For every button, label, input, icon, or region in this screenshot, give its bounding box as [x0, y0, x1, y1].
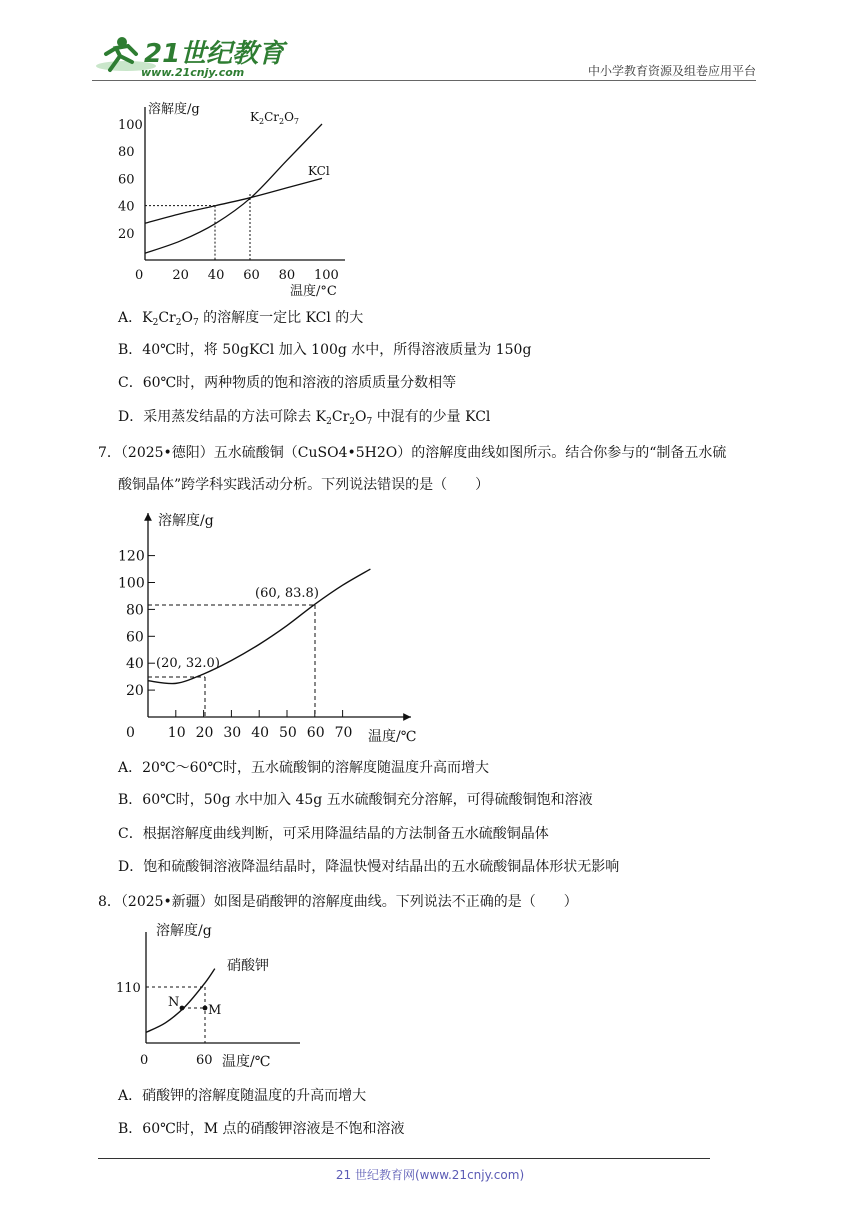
header-divider: [92, 80, 756, 81]
chart-kno3: [110, 918, 310, 1078]
chart2-xtick-0: 0: [126, 725, 135, 741]
chart1-legend-kcl: KCl: [308, 164, 330, 178]
chart1-ytick-20: 20: [118, 226, 135, 242]
chart3-series-kno3: [146, 969, 215, 1033]
chart1-series-kcl: [145, 178, 322, 223]
chart1-ylabel: 溶解度/g: [148, 102, 200, 117]
chart1-xtick-80: 80: [278, 268, 296, 283]
logo-site: www.21cnjy.com: [141, 66, 245, 79]
chart2-xtick-40: 40: [251, 725, 270, 741]
chart3-point-n: [180, 1006, 185, 1011]
chart3-ytick-110: 110: [116, 981, 141, 996]
chart1-ytick-40: 40: [118, 199, 135, 215]
q7-option-d[interactable]: D．饱和硫酸铜溶液降温结晶时，降温快慢对结晶出的五水硫酸铜晶体形状无影响: [118, 859, 620, 875]
chart3-label-n: N: [168, 995, 180, 1010]
chart1-xtick-100: 100: [314, 268, 339, 283]
chart3-series-label: 硝酸钾: [227, 958, 269, 974]
q7-option-b[interactable]: B．60℃时，50g 水中加入 45g 五水硫酸铜充分溶解，可得硫酸铜饱和溶液: [118, 792, 593, 808]
q8-stem: 8．（2025•新疆）如图是硝酸钾的溶解度曲线。下列说法不正确的是（ ）: [98, 894, 578, 910]
chart2-xtick-70: 70: [334, 725, 353, 741]
chart1-ytick-60: 60: [118, 172, 135, 188]
q6-option-b[interactable]: B．40℃时，将 50gKCl 加入 100g 水中，所得溶液质量为 150g: [118, 342, 532, 358]
chart2-xlabel: 温度/℃: [368, 729, 417, 745]
q7-stem-line2: 酸铜晶体”跨学科实践活动分析。下列说法错误的是（ ）: [118, 477, 490, 493]
chart1-xlabel: 温度/°C: [290, 284, 337, 299]
chart1-xtick-60: 60: [243, 268, 260, 283]
q6-option-c[interactable]: C．60℃时，两种物质的饱和溶液的溶质质量分数相等: [118, 375, 457, 391]
footer-divider: [98, 1158, 710, 1159]
chart2-annotation-20: (20, 32.0): [156, 656, 220, 671]
q6-option-a[interactable]: A．$K_2Cr_2O_7$ 的溶解度一定比 KCl 的大: [118, 310, 364, 328]
q7-option-a[interactable]: A．20℃～60℃时，五水硫酸铜的溶解度随温度升高而增大: [118, 760, 490, 776]
chart-cuso4: [118, 505, 428, 745]
chart2-xtick-50: 50: [279, 725, 297, 741]
q8-option-a[interactable]: A．硝酸钾的溶解度随温度的升高而增大: [118, 1088, 367, 1104]
platform-title: 中小学教育资源及组卷应用平台: [587, 64, 756, 78]
chart2-xtick-60: 60: [306, 725, 325, 741]
chart1-xtick-0: 0: [135, 268, 144, 283]
chart1-ytick-80: 80: [118, 145, 135, 161]
q7-stem-line1: 7．（2025•德阳）五水硫酸铜（CuSO4•5H2O）的溶解度曲线如图所示。结合你参与的“制备五水硫: [98, 445, 727, 461]
chart2-ytick-120: 120: [118, 548, 145, 565]
q6-option-d[interactable]: D．采用蒸发结晶的方法可除去 $K_2Cr_2O_7$ 中混有的少量 KCl: [118, 409, 491, 427]
chart2-ytick-20: 20: [126, 683, 144, 700]
chart1-series-k2cr2o7: [145, 124, 322, 253]
chart2-ytick-100: 100: [118, 575, 145, 592]
chart3-xtick-0: 0: [140, 1053, 149, 1068]
chart3-ylabel: 溶解度/g: [156, 923, 212, 939]
chart2-xtick-10: 10: [167, 725, 186, 741]
q8-option-b[interactable]: B．60℃时，M 点的硝酸钾溶液是不饱和溶液: [118, 1121, 405, 1137]
chart2-ytick-40: 40: [126, 656, 144, 673]
chart3-point-m: [203, 1006, 208, 1011]
q7-option-c[interactable]: C．根据溶解度曲线判断，可采用降温结晶的方法制备五水硫酸铜晶体: [118, 826, 549, 842]
chart1-xtick-20: 20: [172, 268, 189, 283]
chart1-ytick-100: 100: [118, 118, 143, 133]
chart2-xtick-30: 30: [223, 725, 242, 741]
chart2-xtick-20: 20: [195, 725, 214, 741]
chart2-annotation-60: (60, 83.8): [255, 586, 319, 601]
footer-text: 21 世纪教育网(www.21cnjy.com): [335, 1168, 525, 1182]
chart1-xtick-40: 40: [207, 268, 225, 283]
chart-k2cr2o7-kcl: [110, 95, 360, 300]
chart3-xlabel: 温度/℃: [222, 1054, 271, 1070]
chart3-xtick-60: 60: [196, 1053, 213, 1068]
chart2-ytick-80: 80: [126, 602, 144, 619]
chart2-ylabel: 溶解度/g: [158, 513, 214, 529]
chart1-legend-k2cr2o7: $K_2Cr_2O_7$: [250, 110, 300, 126]
logo-text: 21世纪教育: [144, 39, 285, 69]
chart2-ytick-60: 60: [126, 629, 144, 646]
chart3-label-m: M: [208, 1003, 222, 1018]
